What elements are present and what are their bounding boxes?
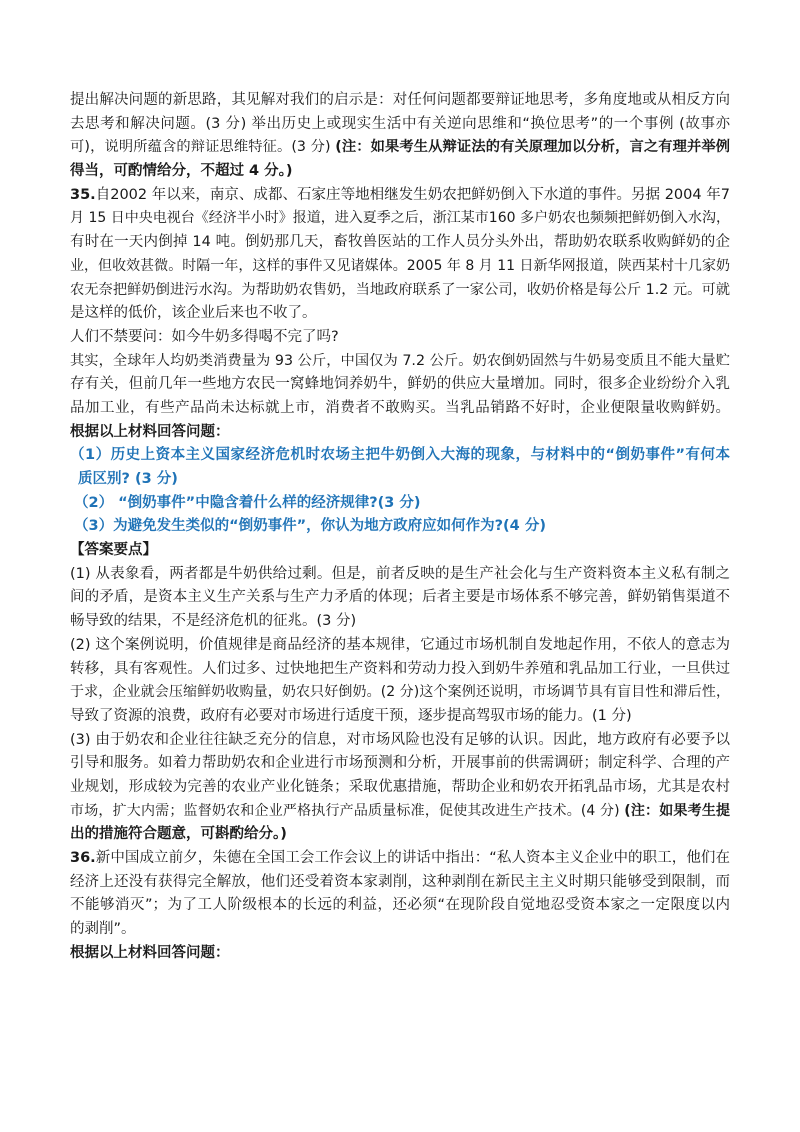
text-line (70, 184, 730, 208)
text-line: 引导和服务。如着力帮助奶农和企业进行市场预测和分析，开展事前的供需调研；制定科学、合理的产 (70, 755, 730, 772)
sub-question-3: （3）为避免发生类似的“倒奶事件”，你认为地方政府应如何作为?(4 分) (74, 518, 546, 535)
text-line: 存有关，但前几年一些地方农民一窝蜂地饲养奶牛，鲜奶的供应大量增加。同时，很多企业纷纷介入乳 (70, 376, 730, 393)
text-line: 畅导致的结果，不是经济危机的征兆。(3 分) (70, 613, 357, 630)
text-line: (2) 这个案例说明，价值规律是商品经济的基本规律，它通过市场机制自发地起作用，不依人的意志为 (70, 636, 730, 653)
question-number-36: 36. (70, 850, 96, 866)
text-line: 转移，具有客观性。人们过多、过快地把生产资料和劳动力投入到奶牛养殖和乳品加工行业，一旦供过 (70, 660, 730, 677)
text-line: 有时在一天内倒掉 14 吨。倒奶那几天，畜牧兽医站的工作人员分头外出，帮助奶农联系收购鲜奶的企 (70, 234, 730, 251)
text-line: 于求，企业就会压缩鲜奶收购量，奶农只好倒奶。(2 分)这个案例还说明，市场调节具有盲目性和滞后性， (70, 684, 730, 701)
text-line: 月 15 日中央电视台《经济半小时》报道，进入夏季之后，浙江某市160 多户奶农也频频把鲜奶倒入水沟， (70, 210, 730, 227)
text-line: 业规划，形成较为完善的农业产业化链条；采取优惠措施，帮助企业和奶农开拓乳品市场，尤其是农村 (70, 778, 730, 795)
text-line: (1) 从表象看，两者都是牛奶供给过剩。但是，前者反映的是生产社会化与生产资料资本主义私有制之 (70, 565, 730, 582)
grading-note: 出的措施符合题意，可斟酌给分。) (70, 826, 287, 843)
document-body (70, 89, 730, 965)
sub-question-2: （2） “倒奶事件”中隐含着什么样的经济规律?(3 分) (74, 494, 421, 511)
text-line: 导致了资源的浪费，政府有必要对市场进行适度干预，逐步提高驾驭市场的能力。(1 分) (70, 707, 632, 724)
sub-question-1-cont: 质区别? (3 分) (78, 471, 178, 487)
grading-note: (注：如果考生提 (624, 802, 731, 819)
text-line: 人们不禁要问：如今牛奶多得喝不完了吗? (70, 328, 339, 345)
text-line: 品加工业，有些产品尚未达标就上市，消费者不敢购买。当乳品销路不好时，企业便限量收购鲜奶。 (70, 399, 730, 416)
text-line: 不能够消灭”；为了工人阶级根本的长远的利益，还必须“在现阶段自觉地忍受资本家之一定限度以内 (70, 897, 730, 914)
text-span: 新中国成立前夕，朱德在全国工会工作会议上的讲话中指出：“私人资本主义企业中的职工，他们在 (95, 850, 730, 866)
question-prompt: 根据以上材料回答问题： (70, 944, 230, 961)
text-line: 是这样的低价，该企业后来也不收了。 (70, 305, 317, 322)
text-line (70, 136, 730, 160)
text-line: (3) 由于奶农和企业往往缺乏充分的信息，对市场风险也没有足够的认识。因此，地方政府有必要予以 (70, 731, 730, 748)
text-span: 自2002 年以来，南京、成都、石家庄等地相继发生奶农把鲜奶倒入下水道的事件。另据 2004 年7 (95, 186, 730, 203)
text-line (70, 847, 730, 871)
text-line: 提出解决问题的新思路，其见解对我们的启示是：对任何问题都要辩证地思考，多角度地或从相反方向 (70, 92, 730, 108)
text-span: 可)，说明所蕴含的辩证思维特征。(3 分) (70, 139, 331, 156)
question-number-35: 35. (70, 186, 96, 203)
text-line: 间的矛盾，是资本主义生产关系与生产力矛盾的体现；后者主要是市场体系不够完善，鲜奶销售渠道不 (70, 589, 730, 606)
text-line: 其实，全球年人均奶类消费量为 93 公斤，中国仅为 7.2 公斤。奶农倒奶固然与牛奶易变质且不能大量贮 (70, 352, 730, 369)
sub-question-1: （1）历史上资本主义国家经济危机时农场主把牛奶倒入大海的现象，与材料中的“倒奶事件”有何本 (70, 447, 730, 464)
answer-heading: 【答案要点】 (70, 542, 157, 559)
text-line: 业，但收效甚微。时隔一年，这样的事件又见诸媒体。2005 年 8 月 11 日新华网报道，陕西某村十几家奶 (70, 257, 730, 274)
text-line (70, 800, 730, 824)
text-line: 经济上还没有获得完全解放，他们还受着资本家剥削，这种剥削在新民主主义时期只能够受到限制，而 (70, 873, 730, 890)
text-line: 去思考和解决问题。(3 分) 举出历史上或现实生活中有关逆向思维和“换位思考”的一个事例 (故事亦 (70, 115, 730, 132)
text-span: 市场，扩大内需；监督奶农和企业严格执行产品质量标准，促使其改进生产技术。(4 分) (70, 802, 620, 819)
text-line: 农无奈把鲜奶倒进污水沟。为帮助奶农售奶，当地政府联系了一家公司，收奶价格是每公斤 1.2 元。可就 (70, 281, 730, 298)
grading-note: (注：如果考生从辩证法的有关原理加以分析，言之有理并举例 (335, 139, 731, 156)
question-prompt: 根据以上材料回答问题： (70, 423, 230, 440)
grading-note: 得当，可酌情给分，不超过 4 分。) (70, 163, 293, 180)
text-line: 的剥削”。 (70, 921, 136, 938)
